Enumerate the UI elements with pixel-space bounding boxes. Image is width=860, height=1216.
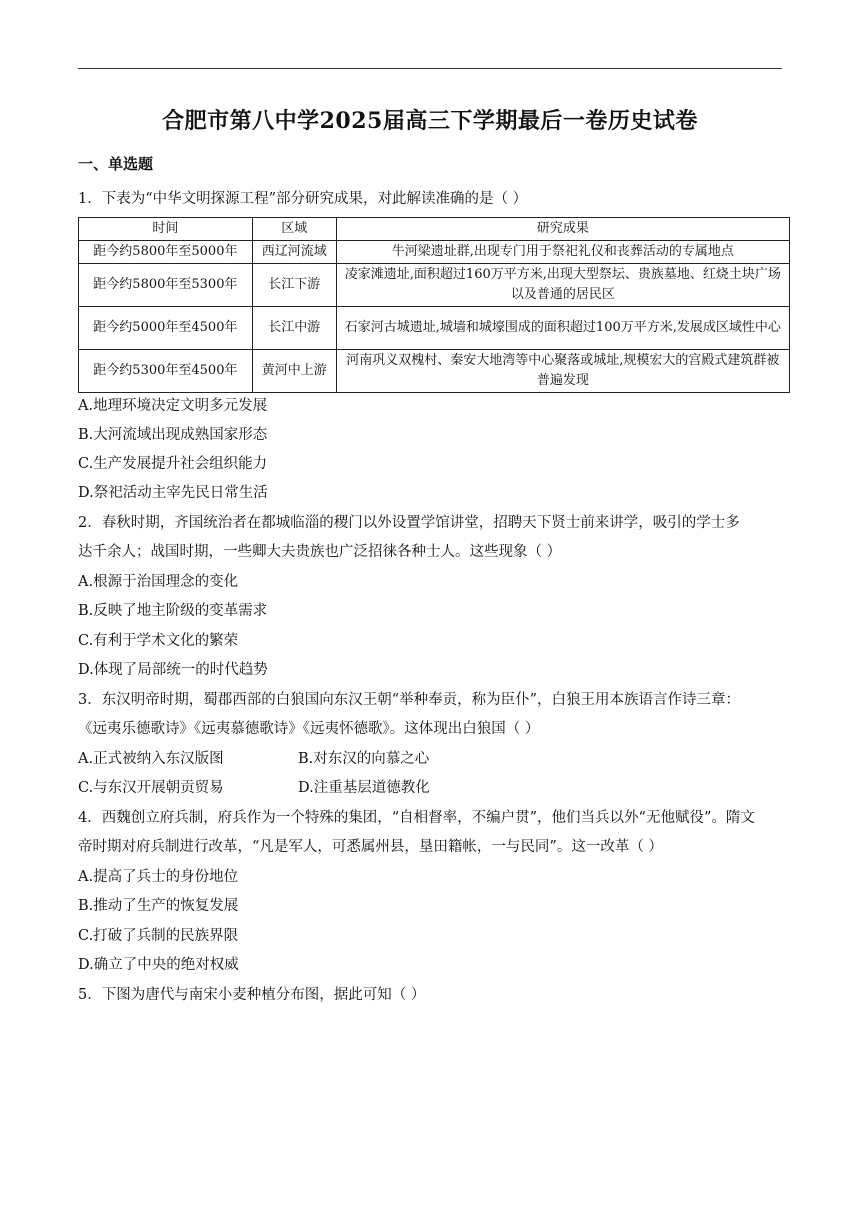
q1-option-a: A.地理环境决定文明多元发展 [78,398,268,414]
question-4-stem-line-1: 4．西魏创立府兵制，府兵作为一个特殊的集团，“自相督率，不编户贯”，他们当兵以外“无他赋役”。隋文 [78,810,755,826]
q2-option-c: C.有利于学术文化的繁荣 [78,633,239,649]
q4-option-c: C.打破了兵制的民族界限 [78,928,239,944]
q2-option-a: A.根源于治国理念的变化 [78,574,239,590]
question-1-stem: 1．下表为“中华文明探源工程”部分研究成果，对此解读准确的是（ ） [78,191,528,207]
table-cell-time: 距今约5800年至5000年 [79,241,253,264]
table-cell-region: 长江中游 [252,307,336,350]
table-cell-region: 黄河中上游 [252,350,336,393]
q4-option-b: B.推动了生产的恢复发展 [78,898,239,914]
question-4-stem-line-2: 帝时期对府兵制进行改革，“凡是军人，可悉属州县，垦田籍帐，一与民同”。这一改革（ ） [78,839,663,855]
table-cell-finding: 牛河梁遗址群,出现专门用于祭祀礼仪和丧葬活动的专属地点 [336,241,789,264]
table-cell-region: 西辽河流域 [252,241,336,264]
question-2-stem-line-1: 2．春秋时期，齐国统治者在都城临淄的稷门以外设置学馆讲堂，招聘天下贤士前来讲学，吸引的学士多 [78,515,740,531]
question-5-stem: 5．下图为唐代与南宋小麦种植分布图，据此可知（ ） [78,987,426,1003]
table-header-cell: 区域 [252,218,336,241]
q1-option-b: B.大河流域出现成熟国家形态 [78,427,268,443]
q1-option-c: C.生产发展提升社会组织能力 [78,456,268,472]
research-table [78,217,790,393]
question-2-stem-line-2: 达千余人；战国时期，一些卿大夫贵族也广泛招徕各种士人。这些现象（ ） [78,544,562,560]
q3-option-d: D.注重基层道德教化 [298,780,430,796]
table-row [79,350,790,393]
question-3-stem-line-1: 3．东汉明帝时期，蜀郡西部的白狼国向东汉王朝“举种奉贡，称为臣仆”，白狼王用本族语言作诗三章： [78,692,741,708]
table-header-cell: 时间 [79,218,253,241]
table-cell-finding: 凌家滩遗址,面积超过160万平方米,出现大型祭坛、贵族墓地、红烧土块广场以及普通的居民区 [336,264,789,307]
table-cell-time: 距今约5000年至4500年 [79,307,253,350]
q1-option-d: D.祭祀活动主宰先民日常生活 [78,485,268,501]
page-title: 合肥市第八中学2025届高三下学期最后一卷历史试卷 [162,108,698,134]
q4-option-a: A.提高了兵士的身份地位 [78,869,239,885]
q3-option-c: C.与东汉开展朝贡贸易 [78,780,224,796]
table-header-row [79,218,790,241]
q3-option-a: A.正式被纳入东汉版图 [78,751,224,767]
q2-option-d: D.体现了局部统一的时代趋势 [78,662,268,678]
table-cell-finding: 石家河古城遗址,城墙和城壕围成的面积超过100万平方米,发展成区域性中心 [336,307,789,350]
table-row [79,241,790,264]
q4-option-d: D.确立了中央的绝对权威 [78,957,239,973]
table-cell-finding: 河南巩义双槐村、秦安大地湾等中心聚落或城址,规模宏大的宫殿式建筑群被普遍发现 [336,350,789,393]
table-header-cell: 研究成果 [336,218,789,241]
table-cell-region: 长江下游 [252,264,336,307]
table-cell-time: 距今约5300年至4500年 [79,350,253,393]
q2-option-b: B.反映了地主阶级的变革需求 [78,603,268,619]
table-cell-time: 距今约5800年至5300年 [79,264,253,307]
question-3-stem-line-2: 《远夷乐德歌诗》《远夷慕德歌诗》《远夷怀德歌》。这体现出白狼国（ ） [78,721,540,737]
table-row [79,264,790,307]
table-row [79,307,790,350]
q3-option-b: B.对东汉的向慕之心 [298,751,430,767]
section-heading: 一、单选题 [78,155,154,173]
header-rule [78,68,782,69]
